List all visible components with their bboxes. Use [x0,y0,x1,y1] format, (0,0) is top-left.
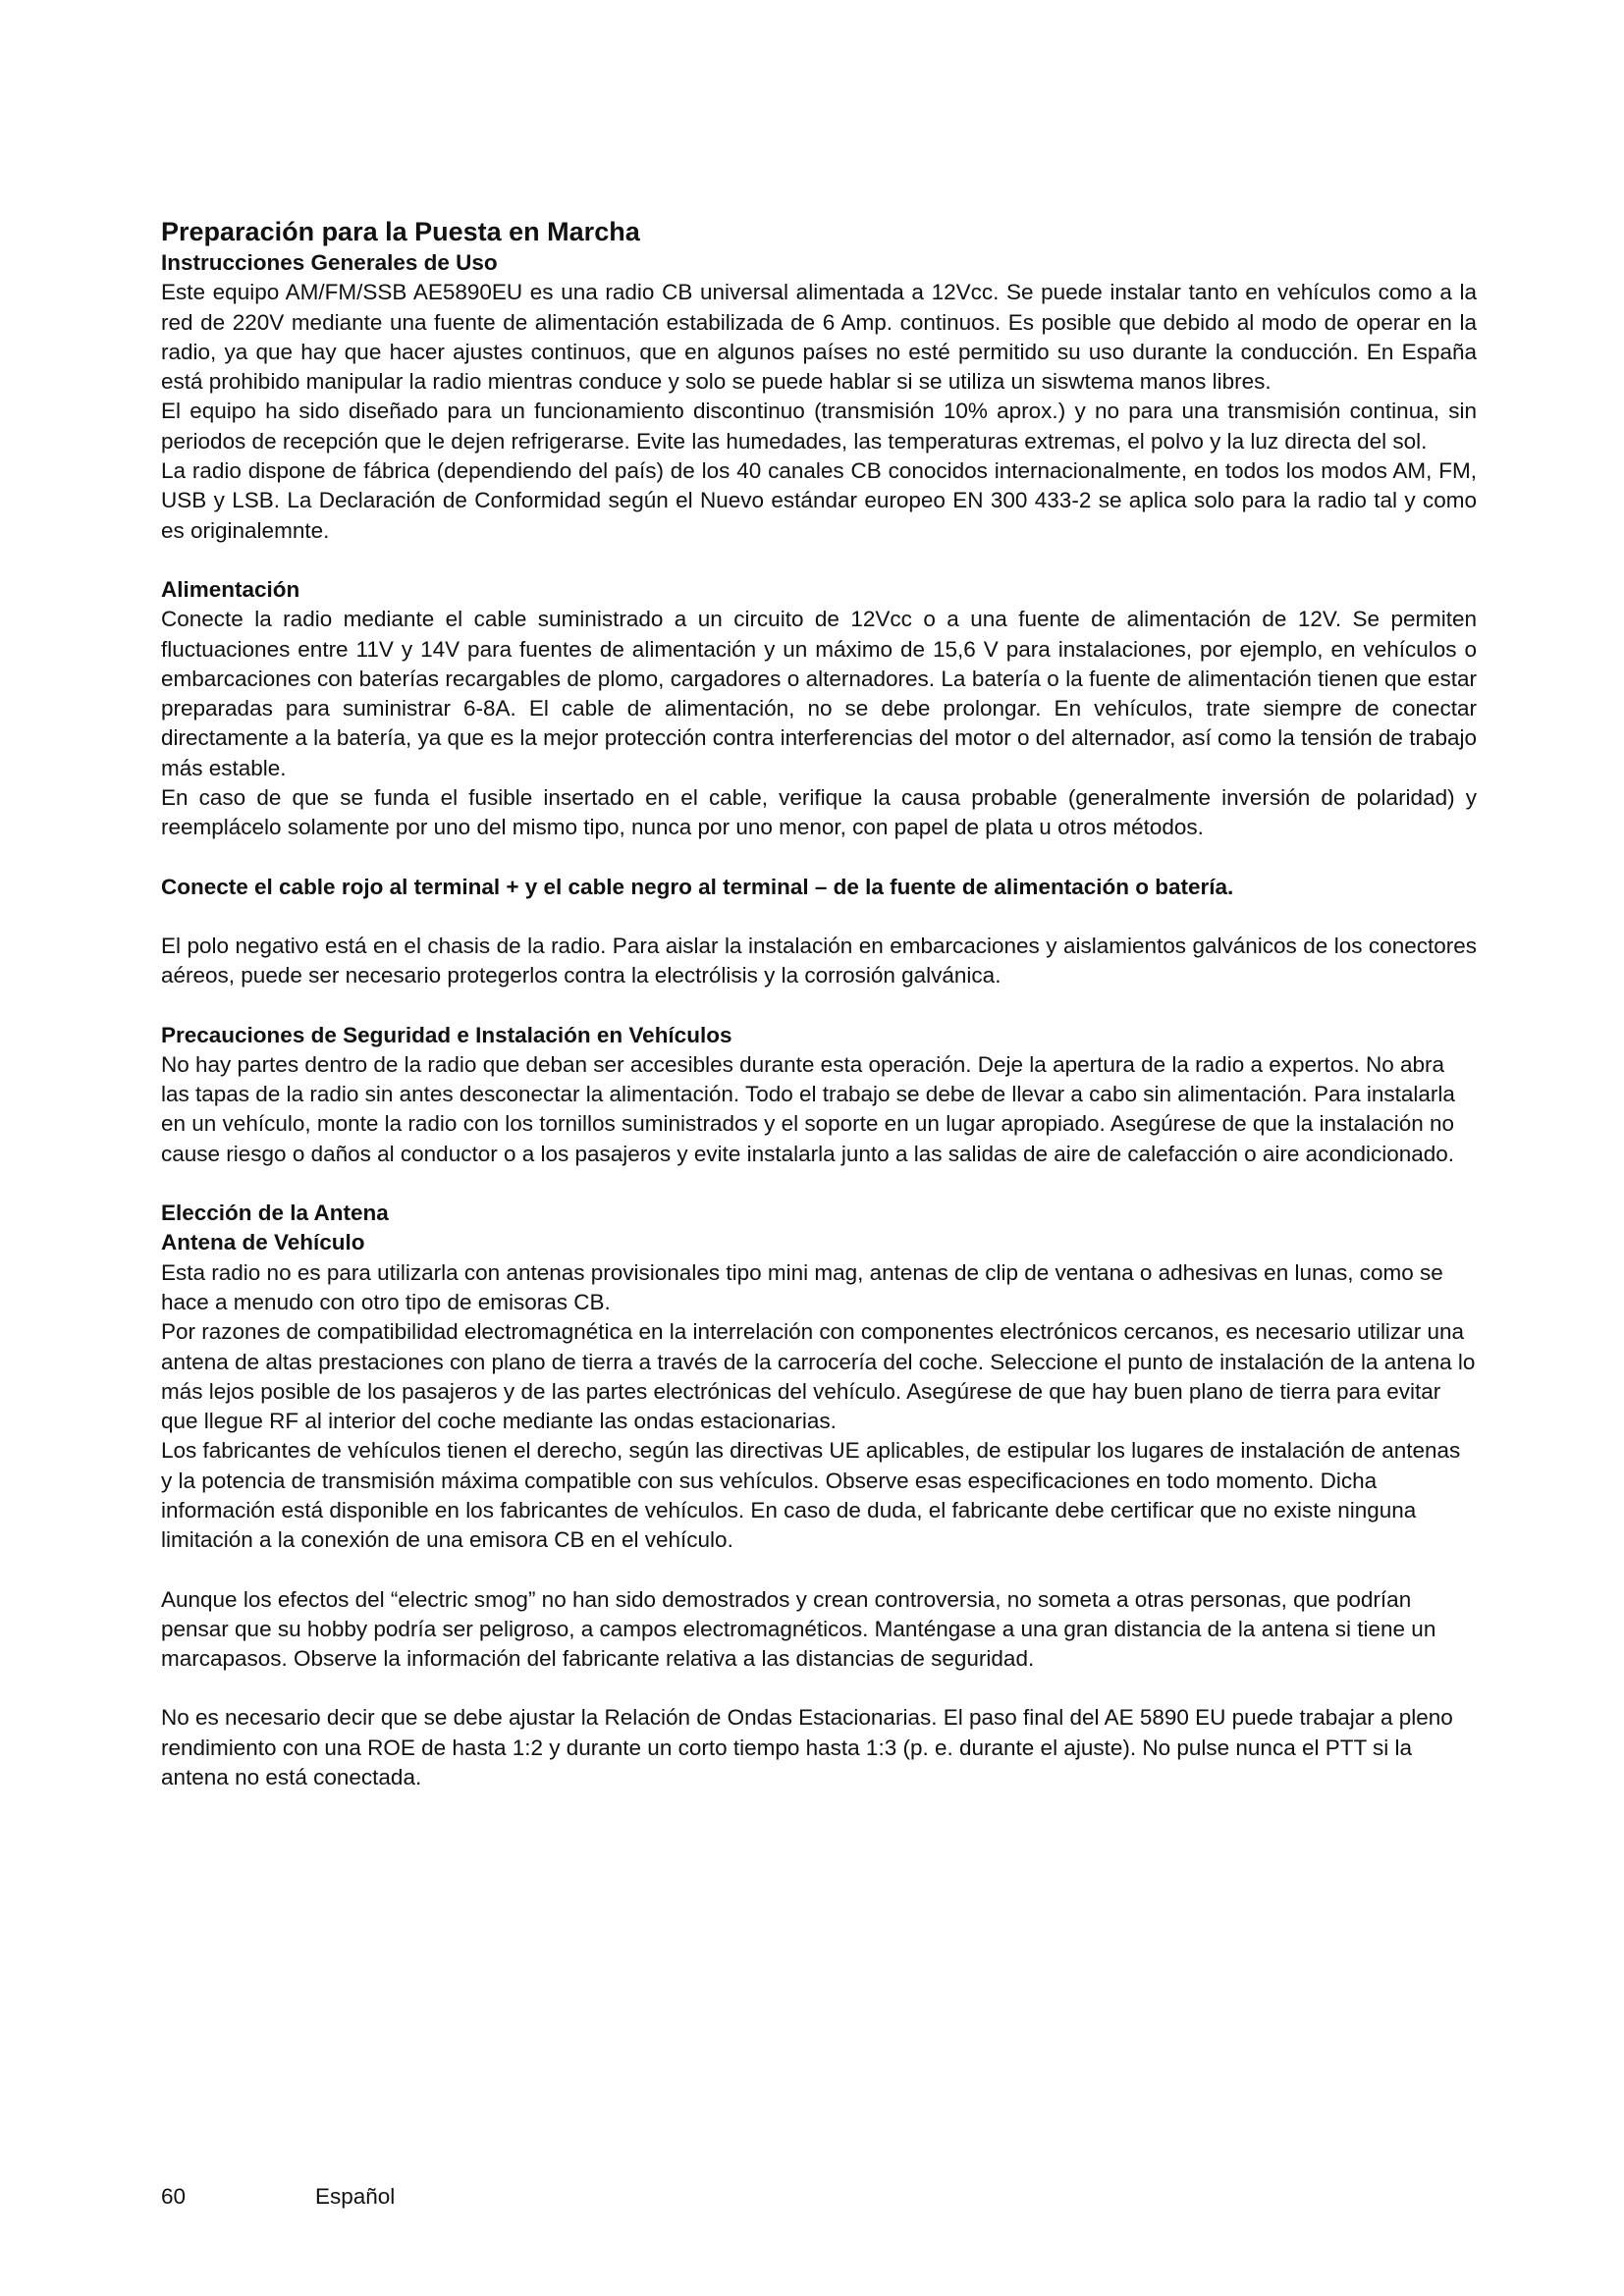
heading-eleccion-antena: Elección de la Antena [161,1201,389,1226]
paragraph-alimentacion-2: En caso de que se funda el fusible insertado en el cable, verifique la causa probable (generalmente inversión de polaridad) y reemplácelo solamente por uno del mismo tipo, nunca por uno menor, con papel de plata u otros métodos. [161,785,1477,840]
page-title: Preparación para la Puesta en Marcha [161,217,640,246]
document-page [161,215,1477,1792]
spacer [161,1556,1477,1585]
wiring-note: Conecte el cable rojo al terminal + y el cable negro al terminal – de la fuente de alimentación o batería. [161,874,1234,899]
footer-language: Español [315,2184,396,2209]
paragraph-alimentacion-3: El polo negativo está en el chasis de la radio. Para aislar la instalación en embarcaciones y aislamientos galvánicos de los conectores aéreos, puede ser necesario protegerlos contra la electrólisis y la corrosión galvánica. [161,933,1477,988]
paragraph-alimentacion-1: Conecte la radio mediante el cable suministrado a un circuito de 12Vcc o a una fuente de alimentación de 12V. Se permiten fluctuaciones entre 11V y 14V para fuentes de alimentación y un máximo de 15,6 V para instalaciones, por ejemplo, en vehículos o embarcaciones con baterías recargables de plomo, cargadores o alternadores. La batería o la fuente de alimentación tienen que estar preparadas para suministrar 6-8A. El cable de alimentación, no se debe prolongar. En vehículos, trate siempre de conectar directamente a la batería, ya que es la mejor protección contra interferencias del motor o del alternador, así como la tensión de trabajo más estable. [161,607,1477,780]
page-number: 60 [161,2184,187,2209]
paragraph-antena-1: Esta radio no es para utilizarla con antenas provisionales tipo mini mag, antenas de clip de ventana o adhesivas en lunas, como se hace a menudo con otro tipo de emisoras CB. [161,1259,1443,1314]
spacer [161,1169,1477,1199]
paragraph-antena-3: Los fabricantes de vehículos tienen el derecho, según las directivas UE aplicables, de estipular los lugares de instalación de antenas y la potencia de transmisión máxima compatible con sus vehículos. Observe esas especificaciones en todo momento. Dicha información está disponible en los fabricantes de vehículos. En caso de duda, el fabricante debe certificar que no existe ninguna limitación a la conexión de una emisora CB en el vehículo. [161,1438,1461,1553]
heading-alimentacion: Alimentación [161,576,300,602]
subheading-antena-vehiculo: Antena de Vehículo [161,1230,365,1255]
paragraph-uso-1: Este equipo AM/FM/SSB AE5890EU es una radio CB universal alimentada a 12Vcc. Se puede instalar tanto en vehículos como a la red de 220V mediante una fuente de alimentación estabilizada de 6 Amp. continuos. Es posible que debido al modo de operar en la radio, ya que hay que hacer ajustes continuos, que en algunos países no esté permitido su uso durante la conducción. En España está prohibido manipular la radio mientras conduce y solo se puede hablar si se utiliza un siswtema manos libres. [161,280,1477,395]
paragraph-antena-2: Por razones de compatibilidad electromagnética en la interrelación con componentes electrónicos cercanos, es necesario utilizar una antena de altas prestaciones con plano de tierra a través de la carrocería del coche. Seleccione el punto de instalación de la antena lo más lejos posible de los pasajeros y de las partes electrónicas del vehículo. Asegúrese de que hay buen plano de tierra para evitar que llegue RF al interior del coche mediante las ondas estacionarias. [161,1319,1476,1434]
spacer [161,546,1477,575]
paragraph-antena-5: No es necesario decir que se debe ajustar la Relación de Ondas Estacionarias. El paso final del AE 5890 EU puede trabajar a pleno rendimiento con una ROE de hasta 1:2 y durante un corto tiempo hasta 1:3 (p. e. durante el ajuste). No pulse nunca el PTT si la antena no está conectada. [161,1705,1453,1790]
heading-instrucciones-uso: Instrucciones Generales de Uso [161,250,498,275]
page-footer [161,2182,396,2212]
heading-seguridad: Precauciones de Seguridad e Instalación en Vehículos [161,1022,732,1047]
paragraph-seguridad-1: No hay partes dentro de la radio que deban ser accesibles durante esta operación. Deje la apertura de la radio a expertos. No abra las tapas de la radio sin antes desconectar la alimentación. Todo el trabajo se debe de llevar a cabo sin alimentación. Para instalarla en un vehículo, monte la radio con los tornillos suministrados y el soporte en un lugar apropiado. Asegúrese de que la instalación no cause riesgo o daños al conductor o a los pasajeros y evite instalarla junto a las salidas de aire de calefacción o aire acondicionado. [161,1051,1455,1166]
spacer [161,843,1477,873]
paragraph-uso-2: El equipo ha sido diseñado para un funcionamiento discontinuo (transmisión 10% aprox.) y no para una transmisión continua, sin periodos de recepción que le dejen refrigerarse. Evite las humedades, las temperaturas extremas, el polvo y la luz directa del sol. [161,399,1477,454]
spacer [161,991,1477,1021]
spacer [161,1674,1477,1703]
paragraph-uso-3: La radio dispone de fábrica (dependiendo del país) de los 40 canales CB conocidos internacionalmente, en todos los modos AM, FM, USB y LSB. La Declaración de Conformidad según el Nuevo estándar europeo EN 300 433-2 se aplica solo para la radio tal y como es originalemnte. [161,458,1477,543]
paragraph-antena-4: Aunque los efectos del “electric smog” no han sido demostrados y crean controversia, no someta a otras personas, que podrían pensar que su hobby podría ser peligroso, a campos electromagnéticos. Manténgase a una gran distancia de la antena si tiene un marcapasos. Observe la información del fabricante relativa a las distancias de seguridad. [161,1586,1436,1672]
spacer [161,902,1477,932]
